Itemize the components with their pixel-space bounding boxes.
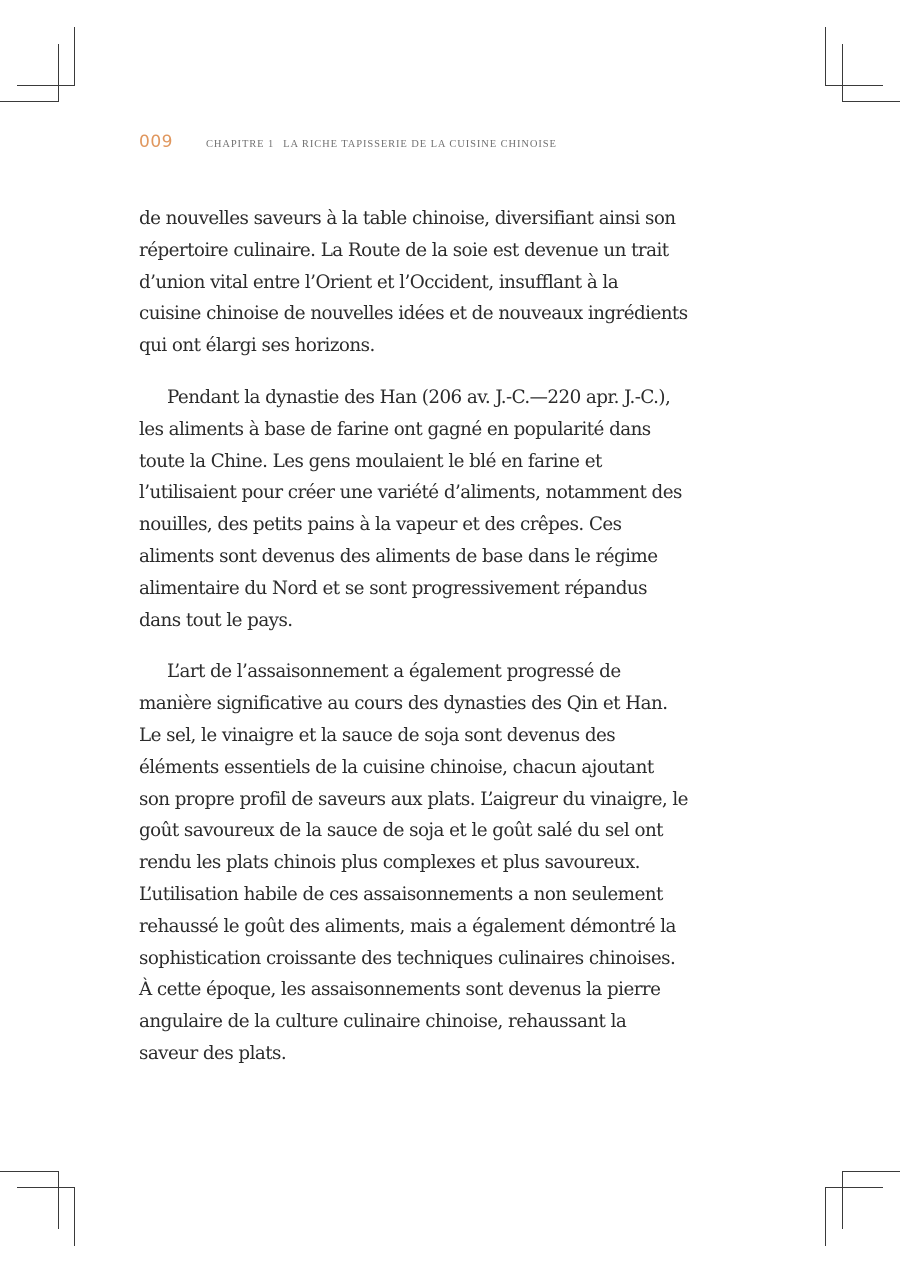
text-line: d’union vital entre l’Orient et l’Occident, insufflant à la — [139, 271, 619, 293]
text-line: dans tout le pays. — [139, 609, 293, 631]
crop-mark-top-left-horizontal — [0, 101, 58, 102]
text-line: saveur des plats. — [139, 1042, 287, 1064]
crop-mark-bottom-right-horizontal — [842, 1171, 900, 1172]
text-line: son propre profil de saveurs aux plats. L’aigreur du vinaigre, le — [139, 788, 688, 810]
paragraph-3 — [139, 656, 714, 1069]
text-line: éléments essentiels de la cuisine chinoise, chacun ajoutant — [139, 756, 654, 778]
crop-mark-top-right-horizontal — [842, 101, 900, 102]
text-line: manière significative au cours des dynasties des Qin et Han. — [139, 693, 668, 715]
crop-mark-bottom-right-inner-vertical — [825, 1187, 826, 1246]
paragraph-1 — [139, 203, 714, 362]
chapter-label: CHAPITRE 1 — [205, 139, 275, 150]
crop-mark-bottom-left-inner-horizontal — [17, 1187, 75, 1188]
crop-mark-top-left-inner-vertical — [74, 27, 75, 86]
text-line: de nouvelles saveurs à la table chinoise, diversifiant ainsi son — [139, 208, 676, 229]
text-line: L’art de l’assaisonnement a également progressé de — [167, 661, 621, 683]
chapter-title: LA RICHE TAPISSERIE DE LA CUISINE CHINOISE — [283, 139, 557, 150]
text-line: l’utilisaient pour créer une variété d’aliments, notamment des — [139, 482, 682, 504]
text-line: L’utilisation habile de ces assaisonnements a non seulement — [139, 883, 663, 905]
text-line: Pendant la dynastie des Han (206 av. J.-C.—220 apr. J.-C.), — [167, 386, 671, 408]
crop-mark-bottom-right-vertical — [842, 1171, 843, 1229]
crop-mark-top-left-inner-horizontal — [17, 85, 75, 86]
page-number: 009 — [139, 132, 173, 152]
text-line: À cette époque, les assaisonnements sont devenus la pierre — [139, 979, 661, 1001]
crop-mark-top-left-vertical — [58, 44, 59, 102]
text-line: cuisine chinoise de nouvelles idées et de nouveaux ingrédients — [139, 303, 688, 325]
crop-mark-top-right-vertical — [842, 44, 843, 102]
crop-mark-top-right-inner-vertical — [825, 27, 826, 86]
text-line: qui ont élargi ses horizons. — [139, 335, 375, 357]
text-line: répertoire culinaire. La Route de la soie est devenue un trait — [139, 239, 669, 261]
text-line: alimentaire du Nord et se sont progressivement répandus — [139, 577, 647, 599]
crop-mark-top-right-inner-horizontal — [825, 85, 883, 86]
text-line: goût savoureux de la sauce de soja et le goût salé du sel ont — [139, 820, 663, 842]
crop-mark-bottom-left-vertical — [58, 1171, 59, 1229]
paragraph-2 — [139, 382, 714, 636]
crop-mark-bottom-left-inner-vertical — [74, 1187, 75, 1246]
text-line: rehaussé le goût des aliments, mais a également démontré la — [139, 915, 676, 937]
text-line: Le sel, le vinaigre et la sauce de soja sont devenus des — [139, 724, 616, 746]
text-line: aliments sont devenus des aliments de base dans le régime — [139, 545, 658, 567]
running-head — [139, 132, 557, 154]
text-line: nouilles, des petits pains à la vapeur et des crêpes. Ces — [139, 514, 622, 536]
crop-mark-bottom-right-inner-horizontal — [825, 1187, 883, 1188]
text-line: toute la Chine. Les gens moulaient le blé en farine et — [139, 450, 602, 472]
text-line: rendu les plats chinois plus complexes et plus savoureux. — [139, 852, 640, 874]
text-line: sophistication croissante des techniques culinaires chinoises. — [139, 947, 676, 969]
text-line: les aliments à base de farine ont gagné en popularité dans — [139, 418, 651, 440]
body-text — [139, 203, 714, 1090]
crop-mark-bottom-left-horizontal — [0, 1171, 58, 1172]
text-line: angulaire de la culture culinaire chinoise, rehaussant la — [139, 1011, 627, 1033]
